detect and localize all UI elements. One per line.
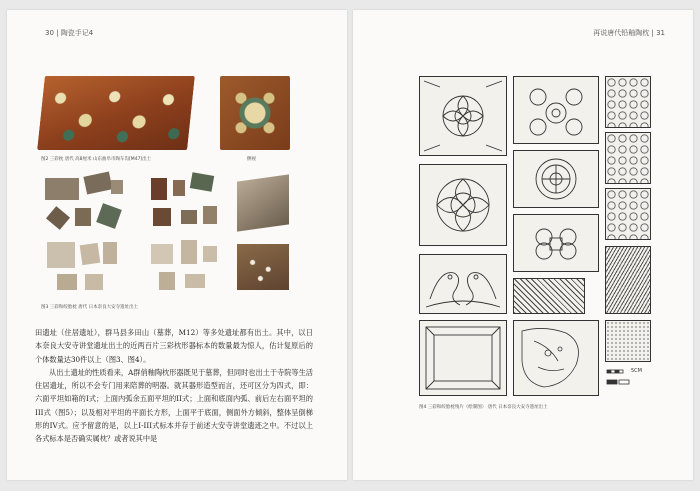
fragment — [203, 246, 217, 262]
drawing-plate-medallion — [513, 150, 599, 208]
fragment — [45, 178, 79, 200]
left-page-header: 30 | 陶瓷手记4 — [45, 29, 94, 37]
fragment — [153, 208, 171, 226]
fragment — [80, 243, 101, 265]
fragment — [75, 208, 91, 226]
fragment — [83, 171, 112, 194]
fig3-caption: 图3 三彩和绞胎枕 唐代 日本奈良大安寺遗址出土 — [41, 305, 139, 310]
drawing-plate-2 — [419, 164, 507, 246]
pillow-top-view-photo — [220, 76, 290, 150]
fragment — [46, 206, 70, 230]
fragment — [151, 244, 173, 264]
drawing-plate-speckled — [605, 320, 651, 362]
right-page-header: 再说唐代铅釉陶枕 | 31 — [593, 29, 665, 37]
fragment — [190, 172, 214, 192]
fragment — [47, 242, 75, 268]
drawing-plate-frame — [419, 320, 507, 396]
drawing-plate-knot — [513, 214, 599, 272]
drawing-plate-grid-2 — [605, 132, 651, 184]
fragment — [85, 274, 103, 290]
drawing-plate-hatched — [513, 278, 585, 314]
fig2-caption: 图2 三彩枕 唐代 高8厘米 山东曲阜市陶车沟[M47]出土 — [41, 157, 152, 162]
fragment — [185, 274, 205, 288]
fragment — [181, 210, 197, 224]
drawing-plate-rosettes — [513, 76, 599, 144]
body-text — [35, 326, 313, 446]
fragment — [203, 206, 217, 224]
scale-label: 5CM — [631, 368, 642, 374]
drawing-plate-birds — [419, 254, 507, 314]
fig2-side-label: 侧视 — [247, 157, 256, 162]
fragment — [111, 180, 123, 194]
left-page — [7, 10, 347, 480]
paragraph-2: 从出土遗址的性质看来，A群俏釉陶枕形器既见于墓葬，但同时也出土于寺院等生活住居遗址，所以不会专门用来陪葬的明器。就其器形造型而言，还可区分为四式，即：六面平坦如箱的I式；上面内弧余五面平坦的II式；上面和底面内弧、前后左右面平坦的III式（图5）；以及相对平坦的平面长方形，上面平于底面，侧面外方倾斜，整体呈倒梯形的IV式。应予留意的是，以上I-III式标本并存于前述大安寺讲堂遗迹之中。不过以上各式标本是否确实属枕？或者说其中是 — [35, 367, 313, 444]
fragment — [151, 178, 167, 200]
drawing-plate-figure — [513, 320, 599, 396]
fragment — [173, 180, 185, 196]
drawing-plate-grid-1 — [605, 76, 651, 128]
paragraph-1: 田遗址（住居遗址），群马县多田山（墓葬，M12）等多处遗址都有出土。其中，以日本奈良大安寺讲堂遗址出土的近两百片三彩枕形器标本的数量最为惊人，估计复原后的个体数量达30件以上（图3、图4）。 — [35, 328, 313, 364]
fragment — [96, 203, 122, 229]
fig4-caption: 图4 三彩和绞胎枕残片（绘制图） 唐代 日本奈良大安寺遗址出土 — [419, 405, 548, 410]
fragment — [181, 240, 197, 264]
fragment-box-photo — [237, 244, 289, 290]
scale-bar — [605, 366, 649, 394]
drawing-plate-1 — [419, 76, 507, 156]
fragment — [159, 272, 175, 290]
fragment-box-photo — [237, 174, 289, 231]
drawing-plate-grid-3 — [605, 188, 651, 240]
sancai-pillow-photo — [37, 76, 195, 150]
drawing-plate-stone — [605, 246, 651, 314]
fragments-photo-group — [41, 170, 291, 298]
fragment — [103, 242, 117, 264]
right-page — [353, 10, 693, 480]
fragment — [57, 274, 77, 290]
